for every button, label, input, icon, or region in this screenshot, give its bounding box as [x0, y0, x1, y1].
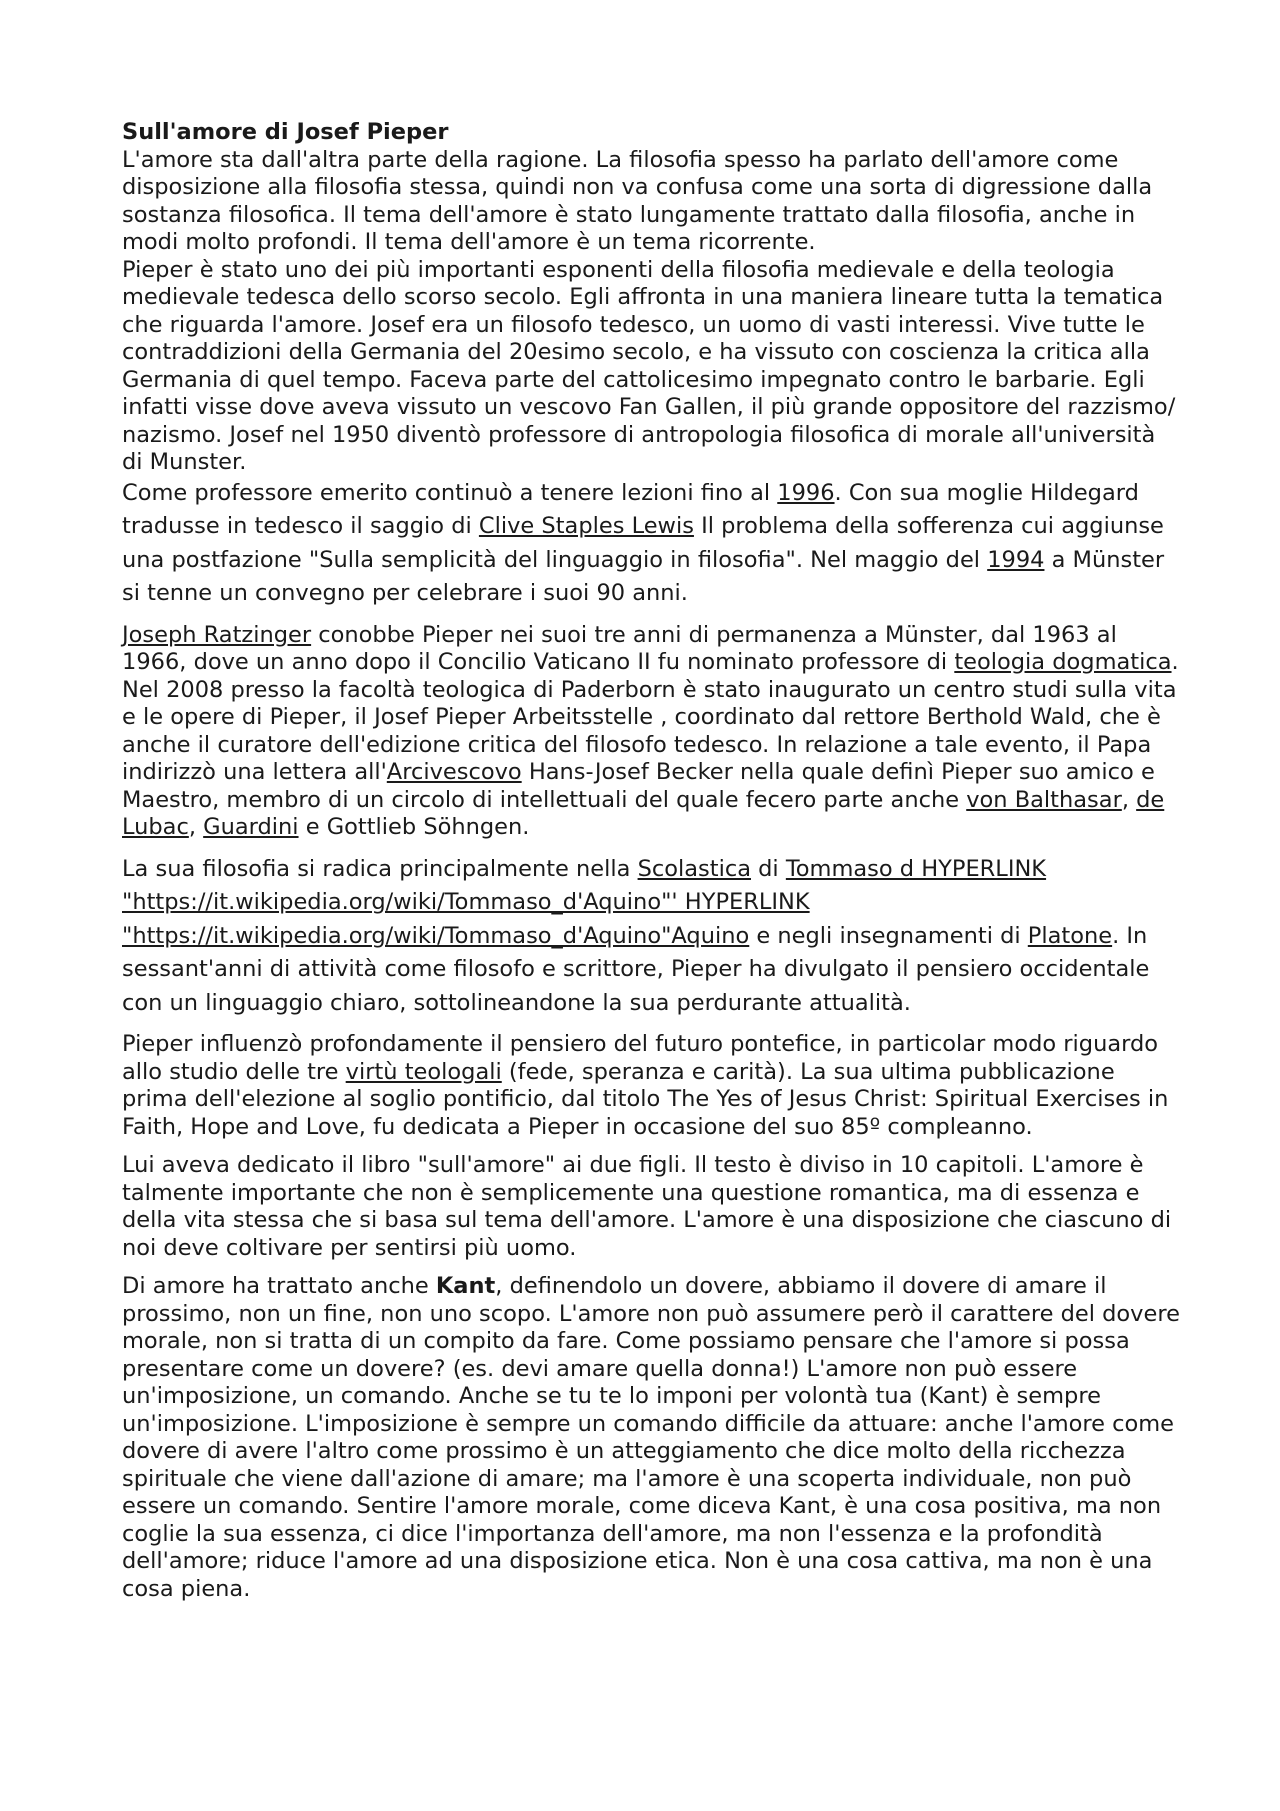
paragraph-ratzinger — [122, 622, 1182, 842]
text-segment: di — [751, 855, 786, 882]
link-virtu-teologali[interactable]: virtù teologali — [345, 1058, 502, 1085]
paragraph-biography: Pieper è stato uno dei più importanti esponenti della filosofia medievale e della teologia medievale tedesca dello scorso secolo. Egli affronta in una maniera lineare tutta la tematica che riguarda l'amore. Josef era un filosofo tedesco, un uomo di vasti interessi. Vive tutte le contraddizioni della Germania del 20esimo secolo, e ha vissuto con coscienza la critica alla Germania di quel tempo. Faceva parte del cattolicesimo impegnato contro le barbarie. Egli infatti visse dove aveva vissuto un vescovo Fan Gallen, il più grande oppositore del razzismo/ nazismo. Josef nel 1950 diventò professore di antropologia filosofica di morale all'università di Munster. — [122, 256, 1176, 475]
link-platone[interactable]: Platone — [1027, 922, 1113, 949]
paragraph-kant — [122, 1273, 1182, 1603]
text-segment: . In sessant'anni di attività come filosofo e scrittore, Pieper ha divulgato il pensiero occidentale con un linguaggio chiaro, sottolineandone la sua perdurante attualità. — [122, 922, 1150, 1016]
text-segment: , definendolo un dovere, abbiamo il dovere di amare il prossimo, non un fine, non uno scopo. L'amore non può assumere però il carattere del dovere morale, non si tratta di un compito da fare. Come possiamo pensare che l'amore si possa presentare come un dovere? (es. devi amare quella donna!) L'amore non può essere un'imposizione, un comando. Anche se tu te lo imponi per volontà tua (Kant) è sempre un'imposizione. L'imposizione è sempre un comando difficile da attuare: anche l'amore come dovere di avere l'altro come prossimo è un atteggiamento che dice molto della ricchezza spirituale che viene dall'azione di amare; ma l'amore è una scoperta individuale, non può essere un comando. Sentire l'amore morale, come diceva Kant, è una cosa positiva, ma non coglie la sua essenza, ci dice l'importanza dell'amore, ma non l'essenza e la profondità dell'amore; riduce l'amore ad una disposizione etica. Non è una cosa cattiva, ma non è una cosa piena. — [122, 1273, 1180, 1602]
paragraph-emeritus — [122, 477, 1182, 611]
text-segment: Pieper influenzò profondamente il pensiero del futuro pontefice, in particolar modo riguardo allo studio delle tre — [122, 1031, 1159, 1085]
text-segment: Il problema della sofferenza cui aggiunse una postfazione "Sulla semplicità del linguaggio in filosofia". Nel maggio del — [122, 513, 1164, 573]
text-segment: Hans-Josef Becker nella quale definì Pieper suo amico e Maestro, membro di un circolo di intellettuali del quale fecero parte anche — [122, 759, 1155, 813]
link-arcivescovo[interactable]: Arcivescovo — [386, 759, 522, 785]
paragraph-scolastica — [122, 853, 1182, 1021]
link-tommaso-d-aquino[interactable]: Tommaso d HYPERLINK "https://it.wikipedia.org/wiki/Tommaso_d'Aquino"' HYPERLINK "https://it.wikipedia.org/wiki/Tommaso_d'Aquino"Aquino — [122, 855, 1047, 949]
text-segment: , — [1121, 786, 1137, 813]
link-joseph-ratzinger[interactable]: Joseph Ratzinger — [122, 621, 312, 648]
text-segment: (fede, speranza e carità). La sua ultima pubblicazione prima dell'elezione al soglio pontificio, dal titolo The Yes of Jesus Christ: Spiritual Exercises in Faith, Hope and Love, fu dedicata a Pieper in occasione del suo 85º compleanno. — [122, 1058, 1169, 1140]
link-clive-staples-lewis[interactable]: Clive Staples Lewis — [478, 513, 694, 539]
text-segment: e Gottlieb Söhngen. — [298, 814, 530, 840]
text-segment: e negli insegnamenti di — [749, 922, 1028, 949]
document-title: Sull'amore di Josef Pieper — [122, 119, 449, 145]
text-segment: . Nel 2008 presso la facoltà teologica di Paderborn è stato inaugurato un centro studi sulla vita e le opere di Pieper, il Josef Pieper Arbeitsstelle , coordinato dal rettore Berthold Wald, che è anche il curatore dell'edizione critica del filosofo tedesco. In relazione a tale evento, il Papa indirizzò una lettera all' — [122, 649, 1179, 785]
text-segment: conobbe Pieper nei suoi tre anni di permanenza a Münster, dal 1963 al 1966, dove un anno dopo il Concilio Vaticano II fu nominato professore di — [122, 621, 1117, 675]
document-page — [122, 119, 1182, 1603]
link-teologia-dogmatica[interactable]: teologia dogmatica — [954, 649, 1172, 675]
text-segment: Di amore ha trattato anche — [122, 1273, 436, 1299]
link-scolastica[interactable]: Scolastica — [637, 855, 751, 882]
paragraph-intro: L'amore sta dall'altra parte della ragione. La filosofia spesso ha parlato dell'amore come disposizione alla filosofia stessa, quindi non va confusa come una sorta di digressione dalla sostanza filosofica. Il tema dell'amore è stato lungamente trattato dalla filosofia, anche in modi molto profondi. Il tema dell'amore è un tema ricorrente. — [122, 146, 1153, 255]
paragraph-libro: Lui aveva dedicato il libro "sull'amore" ai due figli. Il testo è diviso in 10 capitoli. L'amore è talmente importante che non è semplicemente una questione romantica, ma di essenza e della vita stessa che si basa sul tema dell'amore. L'amore è una disposizione che ciascuno di noi deve coltivare per sentirsi più uomo. — [122, 1152, 1172, 1261]
link-de-lubac[interactable]: de Lubac — [122, 786, 1165, 840]
link-1996[interactable]: 1996 — [777, 479, 835, 506]
link-von-balthasar[interactable]: von Balthasar — [966, 786, 1122, 813]
text-segment: a Münster si tenne un convegno per celebrare i suoi 90 anni. — [122, 546, 1165, 606]
link-1994[interactable]: 1994 — [987, 546, 1045, 573]
text-segment: Come professore emerito continuò a tenere lezioni fino al — [122, 479, 778, 506]
link-guardini[interactable]: Guardini — [203, 814, 299, 840]
paragraph-pontefice — [122, 1031, 1182, 1141]
text-segment: . Con sua moglie Hildegard tradusse in tedesco il saggio di — [122, 479, 1139, 539]
bold-kant: Kant — [435, 1273, 496, 1299]
text-segment: , — [188, 814, 204, 840]
text-segment: La sua filosofia si radica principalmente nella — [122, 855, 638, 882]
